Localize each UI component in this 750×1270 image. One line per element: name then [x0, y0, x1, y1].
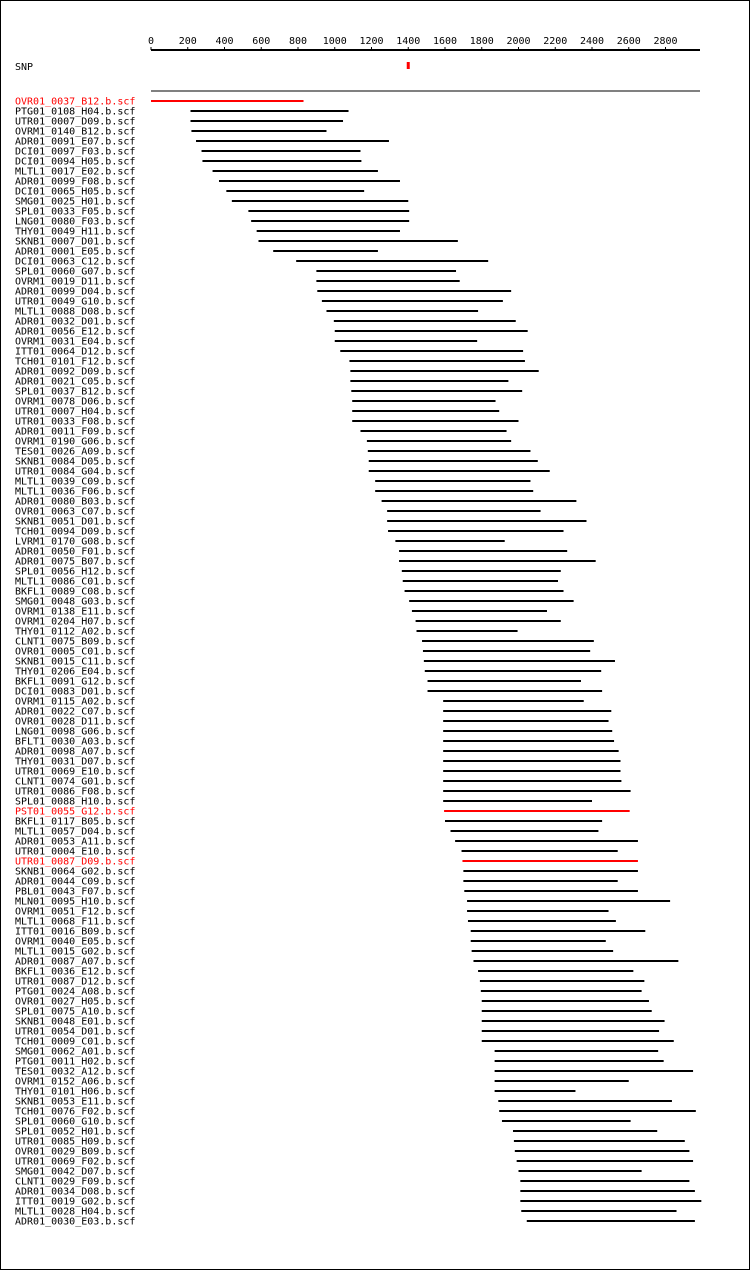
- read-label: MLTL1_0028_H04.b.scf: [15, 1206, 136, 1218]
- read-label: SKNB1_0053_E11.b.scf: [15, 1096, 136, 1108]
- read-label: OVRM1_0152_A06.b.scf: [15, 1076, 136, 1088]
- read-label: LVRM1_0170_G08.b.scf: [15, 536, 136, 548]
- read-label: MLTL1_0068_F11.b.scf: [15, 916, 136, 928]
- read-label: ADR01_0056_E12.b.scf: [15, 326, 136, 338]
- read-label: PTG01_0011_H02.b.scf: [15, 1056, 136, 1068]
- x-axis-tick-label: 2000: [506, 36, 531, 47]
- read-label: BFLT1_0030_A03.b.scf: [15, 736, 136, 748]
- read-label: ADR01_0050_F01.b.scf: [15, 546, 136, 558]
- read-label: BKFL1_0036_E12.b.scf: [15, 966, 136, 978]
- read-label: SPL01_0060_G07.b.scf: [15, 266, 136, 278]
- read-label: CLNT1_0074_G01.b.scf: [15, 776, 136, 788]
- read-label: ADR01_0099_D04.b.scf: [15, 286, 136, 298]
- read-label: SMG01_0042_D07.b.scf: [15, 1166, 136, 1178]
- read-label: ADR01_0092_D09.b.scf: [15, 366, 136, 378]
- read-label: ADR01_0030_E03.b.scf: [15, 1216, 136, 1228]
- read-label: OVRM1_0204_H07.b.scf: [15, 616, 136, 628]
- read-label: MLTL1_0086_C01.b.scf: [15, 576, 136, 588]
- read-label: SKNB1_0064_G02.b.scf: [15, 866, 136, 878]
- x-axis-tick-label: 800: [288, 36, 308, 47]
- read-label: PBL01_0043_F07.b.scf: [15, 886, 136, 898]
- read-label: ADR01_0001_E05.b.scf: [15, 246, 136, 258]
- read-label: OVR01_0037_B12.b.scf: [15, 96, 136, 108]
- read-label: SPL01_0033_F05.b.scf: [15, 206, 136, 218]
- read-label: TCH01_0076_F02.b.scf: [15, 1106, 136, 1118]
- read-label: TCH01_0094_D09.b.scf: [15, 526, 136, 538]
- read-label: ADR01_0011_F09.b.scf: [15, 426, 136, 438]
- read-label: UTR01_0087_D12.b.scf: [15, 976, 136, 988]
- read-label: MLTL1_0036_F06.b.scf: [15, 486, 136, 498]
- read-label: SKNB1_0084_D05.b.scf: [15, 456, 136, 468]
- read-label: LNG01_0098_G06.b.scf: [15, 726, 136, 738]
- read-label: SPL01_0075_A10.b.scf: [15, 1006, 136, 1018]
- read-label: BKFL1_0089_C08.b.scf: [15, 586, 136, 598]
- read-label: PTG01_0108_H04.b.scf: [15, 106, 136, 118]
- read-label: ADR01_0087_A07.b.scf: [15, 956, 136, 968]
- read-label: UTR01_0086_F08.b.scf: [15, 786, 136, 798]
- alignment-chart: [1, 1, 749, 1269]
- x-axis-tick-label: 2800: [653, 36, 678, 47]
- x-axis-tick-label: 600: [252, 36, 271, 47]
- read-label: THY01_0206_E04.b.scf: [15, 666, 136, 678]
- read-label: UTR01_0085_H09.b.scf: [15, 1136, 136, 1148]
- read-label: OVRM1_0040_E05.b.scf: [15, 936, 136, 948]
- read-label: OVRM1_0140_B12.b.scf: [15, 126, 136, 138]
- x-axis-tick-label: 0: [147, 36, 155, 47]
- read-label: SMG01_0048_G03.b.scf: [15, 596, 136, 608]
- x-axis-tick-label: 1400: [396, 36, 421, 47]
- read-label: THY01_0031_D07.b.scf: [15, 756, 136, 768]
- read-label: SKNB1_0007_D01.b.scf: [15, 236, 136, 248]
- read-label: SKNB1_0015_C11.b.scf: [15, 656, 136, 668]
- read-label: ADR01_0022_C07.b.scf: [15, 706, 136, 718]
- read-label: BKFL1_0091_G12.b.scf: [15, 676, 136, 688]
- read-label: MLTL1_0088_D08.b.scf: [15, 306, 136, 318]
- read-label: DCI01_0063_C12.b.scf: [15, 256, 136, 268]
- read-label: UTR01_0087_D09.b.scf: [15, 856, 136, 868]
- read-label: DCI01_0094_H05.b.scf: [15, 156, 136, 168]
- read-label: ADR01_0075_B07.b.scf: [15, 556, 136, 568]
- read-label: ADR01_0098_A07.b.scf: [15, 746, 136, 758]
- read-label: OVR01_0029_B09.b.scf: [15, 1146, 136, 1158]
- read-label: ITT01_0016_B09.b.scf: [15, 926, 136, 938]
- read-label: UTR01_0007_D09.b.scf: [15, 116, 136, 128]
- read-label: MLTL1_0039_C09.b.scf: [15, 476, 136, 488]
- x-axis-tick-label: 1200: [359, 36, 384, 47]
- read-label: DCI01_0083_D01.b.scf: [15, 686, 136, 698]
- read-label: SKNB1_0051_D01.b.scf: [15, 516, 136, 528]
- read-label: UTR01_0069_F02.b.scf: [15, 1156, 136, 1168]
- read-label: TES01_0032_A12.b.scf: [15, 1066, 136, 1078]
- read-label: ADR01_0032_D01.b.scf: [15, 316, 136, 328]
- read-label: OVRM1_0051_F12.b.scf: [15, 906, 136, 918]
- read-label: TES01_0026_A09.b.scf: [15, 446, 136, 458]
- read-label: TCH01_0009_C01.b.scf: [15, 1036, 136, 1048]
- x-axis-tick-label: 2400: [579, 36, 605, 47]
- read-label: MLTL1_0015_G02.b.scf: [15, 946, 136, 958]
- read-label: MLTL1_0017_E02.b.scf: [15, 166, 136, 178]
- x-axis-tick-label: 2200: [543, 36, 568, 47]
- read-label: SPL01_0056_H12.b.scf: [15, 566, 136, 578]
- snp-marker: [407, 62, 410, 69]
- x-axis-tick-label: 400: [215, 36, 234, 47]
- read-label: SKNB1_0048_E01.b.scf: [15, 1016, 136, 1028]
- read-label: ADR01_0091_E07.b.scf: [15, 136, 136, 148]
- read-label: UTR01_0049_G10.b.scf: [15, 296, 136, 308]
- read-label: OVR01_0028_D11.b.scf: [15, 716, 136, 728]
- read-label: OVR01_0027_H05.b.scf: [15, 996, 136, 1008]
- x-axis-tick-label: 1800: [469, 36, 494, 47]
- read-label: CLNT1_0075_B09.b.scf: [15, 636, 136, 648]
- read-label: ITT01_0064_D12.b.scf: [15, 346, 136, 358]
- read-label: ADR01_0034_D08.b.scf: [15, 1186, 136, 1198]
- read-label: OVR01_0005_C01.b.scf: [15, 646, 136, 658]
- read-label: PTG01_0024_A08.b.scf: [15, 986, 136, 998]
- x-axis-tick-label: 200: [178, 36, 197, 47]
- read-label: OVRM1_0031_E04.b.scf: [15, 336, 136, 348]
- read-label: DCI01_0065_H05.b.scf: [15, 186, 136, 198]
- x-axis-tick-label: 1600: [432, 36, 458, 47]
- read-label: LNG01_0080_F03.b.scf: [15, 216, 136, 228]
- read-label: OVRM1_0190_G06.b.scf: [15, 436, 136, 448]
- read-label: PST01_0055_G12.b.scf: [15, 806, 136, 818]
- read-label: DCI01_0097_F03.b.scf: [15, 146, 136, 158]
- read-label: THY01_0049_H11.b.scf: [15, 226, 136, 238]
- read-label: THY01_0101_H06.b.scf: [15, 1086, 136, 1098]
- read-label: SMG01_0062_A01.b.scf: [15, 1046, 136, 1058]
- x-axis-tick-label: 2600: [616, 36, 641, 47]
- read-label: UTR01_0084_G04.b.scf: [15, 466, 136, 478]
- read-label: OVRM1_0138_E11.b.scf: [15, 606, 136, 618]
- read-label: MLTL1_0057_D04.b.scf: [15, 826, 136, 838]
- read-label: ADR01_0080_B03.b.scf: [15, 496, 136, 508]
- read-label: SPL01_0060_G10.b.scf: [15, 1116, 136, 1128]
- snp-label: SNP: [15, 62, 34, 73]
- x-axis-tick-label: 1000: [322, 36, 347, 47]
- read-label: BKFL1_0117_B05.b.scf: [15, 816, 136, 828]
- read-label: UTR01_0069_E10.b.scf: [15, 766, 136, 778]
- read-label: ADR01_0053_A11.b.scf: [15, 836, 136, 848]
- read-label: UTR01_0007_H04.b.scf: [15, 406, 136, 418]
- read-label: THY01_0112_A02.b.scf: [15, 626, 136, 638]
- read-label: SPL01_0037_B12.b.scf: [15, 386, 136, 398]
- read-label: ADR01_0044_C09.b.scf: [15, 876, 136, 888]
- read-label: OVR01_0063_C07.b.scf: [15, 506, 136, 518]
- read-label: ITT01_0019_G02.b.scf: [15, 1196, 136, 1208]
- read-label: ADR01_0099_F08.b.scf: [15, 176, 136, 188]
- read-label: OVRM1_0115_A02.b.scf: [15, 696, 136, 708]
- read-label: TCH01_0101_F12.b.scf: [15, 356, 136, 368]
- read-label: UTR01_0004_E10.b.scf: [15, 846, 136, 858]
- read-label: SPL01_0052_H01.b.scf: [15, 1126, 136, 1138]
- read-label: CLNT1_0029_F09.b.scf: [15, 1176, 136, 1188]
- read-label: MLN01_0095_H10.b.scf: [15, 896, 136, 908]
- read-label: SPL01_0088_H10.b.scf: [15, 796, 136, 808]
- read-label: ADR01_0021_C05.b.scf: [15, 376, 136, 388]
- read-label: UTR01_0054_D01.b.scf: [15, 1026, 136, 1038]
- read-label: UTR01_0033_F08.b.scf: [15, 416, 136, 428]
- read-label: OVRM1_0078_D06.b.scf: [15, 396, 136, 408]
- read-label: OVRM1_0019_D11.b.scf: [15, 276, 136, 288]
- read-label: SMG01_0025_H01.b.scf: [15, 196, 136, 208]
